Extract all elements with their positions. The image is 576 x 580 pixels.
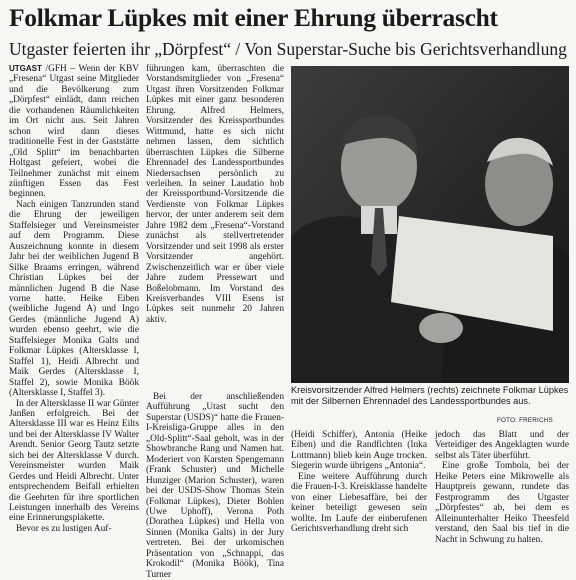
article-column-5: [435, 430, 569, 545]
paragraph: Bei der anschließenden Aufführung „Utast sucht den Superstar (USDS)“ hatte die Frauen-I-Kreisliga-Gruppe alles in den „Old-Splitt“-Saal geholt, was in der Showbranche Rang und Namen hat. Moderiert von Karsten Spengemann (Frank Schuster) und Michelle Hunziger (Marion Schuster), waren bei der USDS-Show Thomas Stein (Folkmar Lüpkes), Dieter Bohlen (Uwe Uphoff), Verona Poth (Dorathea Lüpkes) und Hella von Sinnen (Monika Galts) in der Jury vertreten. Bei der urkomischen Präsentation von „Schnappi, das Krokodil“ (Monika Böök), Tina Turner: [146, 392, 284, 580]
paragraph: Eine weitere Aufführung durch die Frauen-I-3. Kreisklasse handelte von einer Liebesaffäre, bei der keiner beteiligt gewesen sein wollte. Im Laufe der einberufenen Gerichtsverhandlung dreht sich: [291, 471, 427, 535]
paragraph: Bevor es zu lustigen Auf-: [16, 523, 112, 534]
paragraph: [9, 64, 139, 200]
paragraph: (Heidi Schiffer), Antonia (Heike Eiben) und die Randfichten (Inka Lottmann) blieb kein Auge trocken. Siegerin wurde übrigens „Antonia“.: [291, 430, 427, 472]
headline: Folkmar Lüpkes mit einer Ehrung überrascht: [9, 3, 498, 32]
subheadline: Utgaster feierten ihr „Dörpfest“ / Von Superstar-Suche bis Gerichtsverhandlung: [9, 39, 567, 59]
award-photo: [291, 66, 569, 383]
photo-illustration: [291, 66, 569, 383]
dateline: UTGAST: [9, 64, 42, 73]
photo-credit: FOTO: FRERICHS: [497, 417, 553, 424]
paragraph: führungen kam, überraschten die Vorstandsmitglieder von „Fresena“ Utgast ihren Vorsitzenden Folkmar Lüpkes mit einer ganz besonderen Ehrung. Alfred Helmers, Vorsitzender des Kreissportbundes Wittmund, hatte es sich nicht nehmen lassen, dem sichtlich überraschten Lüpkes die Silberne Ehrennadel des Landessportbundes Niedersachsen persönlich zu verleihen. In seiner Laudatio hob der Kreissportbund-Vorsitzende die Verdienste von Folkmar Lüpkes hervor, der unter anderem seit dem Jahre 1982 dem „Fresena“-Vorstand zunächst als stellvertretender Vorsitzender und seit 1998 als erster Vorsitzender angehört. Zwischenzeitlich war er über viele Jahre zudem Pressewart und Boßelobmann. Im Vorstand des Kreisverbandes VIII Esens ist Lüpkes seit nunmehr 20 Jahren aktiv.: [146, 64, 284, 325]
paragraph-text: /GFH – Wenn der KBV „Fresena“ Utgast seine Mitglieder und die Bevölkerung zum „Dörpfest“ einlädt, dann reichen die vorhandenen Räumlichkeiten im Ort nicht aus. Seit Jahren schon wird dann dieses traditionelle Fest in der Gaststätte „Old Splitt“ im benachbarten Holtgast gefeiert, wobei die Teilnehmer zunächst mit einem zünftigen Essen das Fest beginnen.: [9, 64, 139, 200]
article-column-1: [9, 64, 139, 534]
article-column-2: [146, 64, 284, 325]
paragraph: In der Altersklasse II war Günter Janßen erfolgreich. Bei der Altersklasse III war es Heinz Eilts und bei der Altersklasse IV Walter Arendt. Senior Georg Tautz setzte sich bei der Altersklasse V durch. Vereinsmeister wurden Maik Gerdes und Heidi Albrecht. Unter entsprechendem Beifall erhielten die Geehrten für ihre sportlichen Leistungen innerhalb des Vereins eine Erinnerungsplakette.: [9, 398, 139, 524]
paragraph: Nach einigen Tanzrunden stand die Ehrung der jeweiligen Staffelsieger und Vereinsmeister auf dem Programm. Diese Auszeichnung konnte in diesem Jahr bei der weiblichen Jugend B Silke Braams erringen, während Christian Lüpkes bei der männlichen Jugend B die Nase vorne hatte. Heike Eiben (weibliche Jugend A) und Ingo Gerdes (männliche Jugend A) wurden ebenso geehrt, wie die Staffelsieger Monika Galts und Folkmar Lüpkes (Altersklasse I, Staffel 1), Heidi Albrecht und Maik Gerdes (Altersklasse I, Staffel 2), sowie Monika Böök (Altersklasse I, Staffel 3).: [9, 199, 139, 399]
article-column-3: [146, 392, 284, 580]
paragraph: jedoch das Blatt und der Verteidiger des Angeklagten wurde selbst als Täter überführt.: [435, 430, 569, 461]
article-column-4: [291, 430, 427, 535]
paragraph: Eine große Tombola, bei der Heike Peters eine Mikrowelle als Hauptpreis gewann, rundete das Festprogramm des Utgaster „Dörpfestes“ ab, bei dem es Alleinunterhalter Heiko Theesfeld verstand, den Saal bis tief in die Nacht in Schwung zu halten.: [435, 461, 569, 545]
photo-caption: Kreisvorsitzender Alfred Helmers (rechts) zeichnete Folkmar Lüpkes mit der Silbernen Ehrennadel des Landessportbundes aus.: [291, 385, 569, 406]
